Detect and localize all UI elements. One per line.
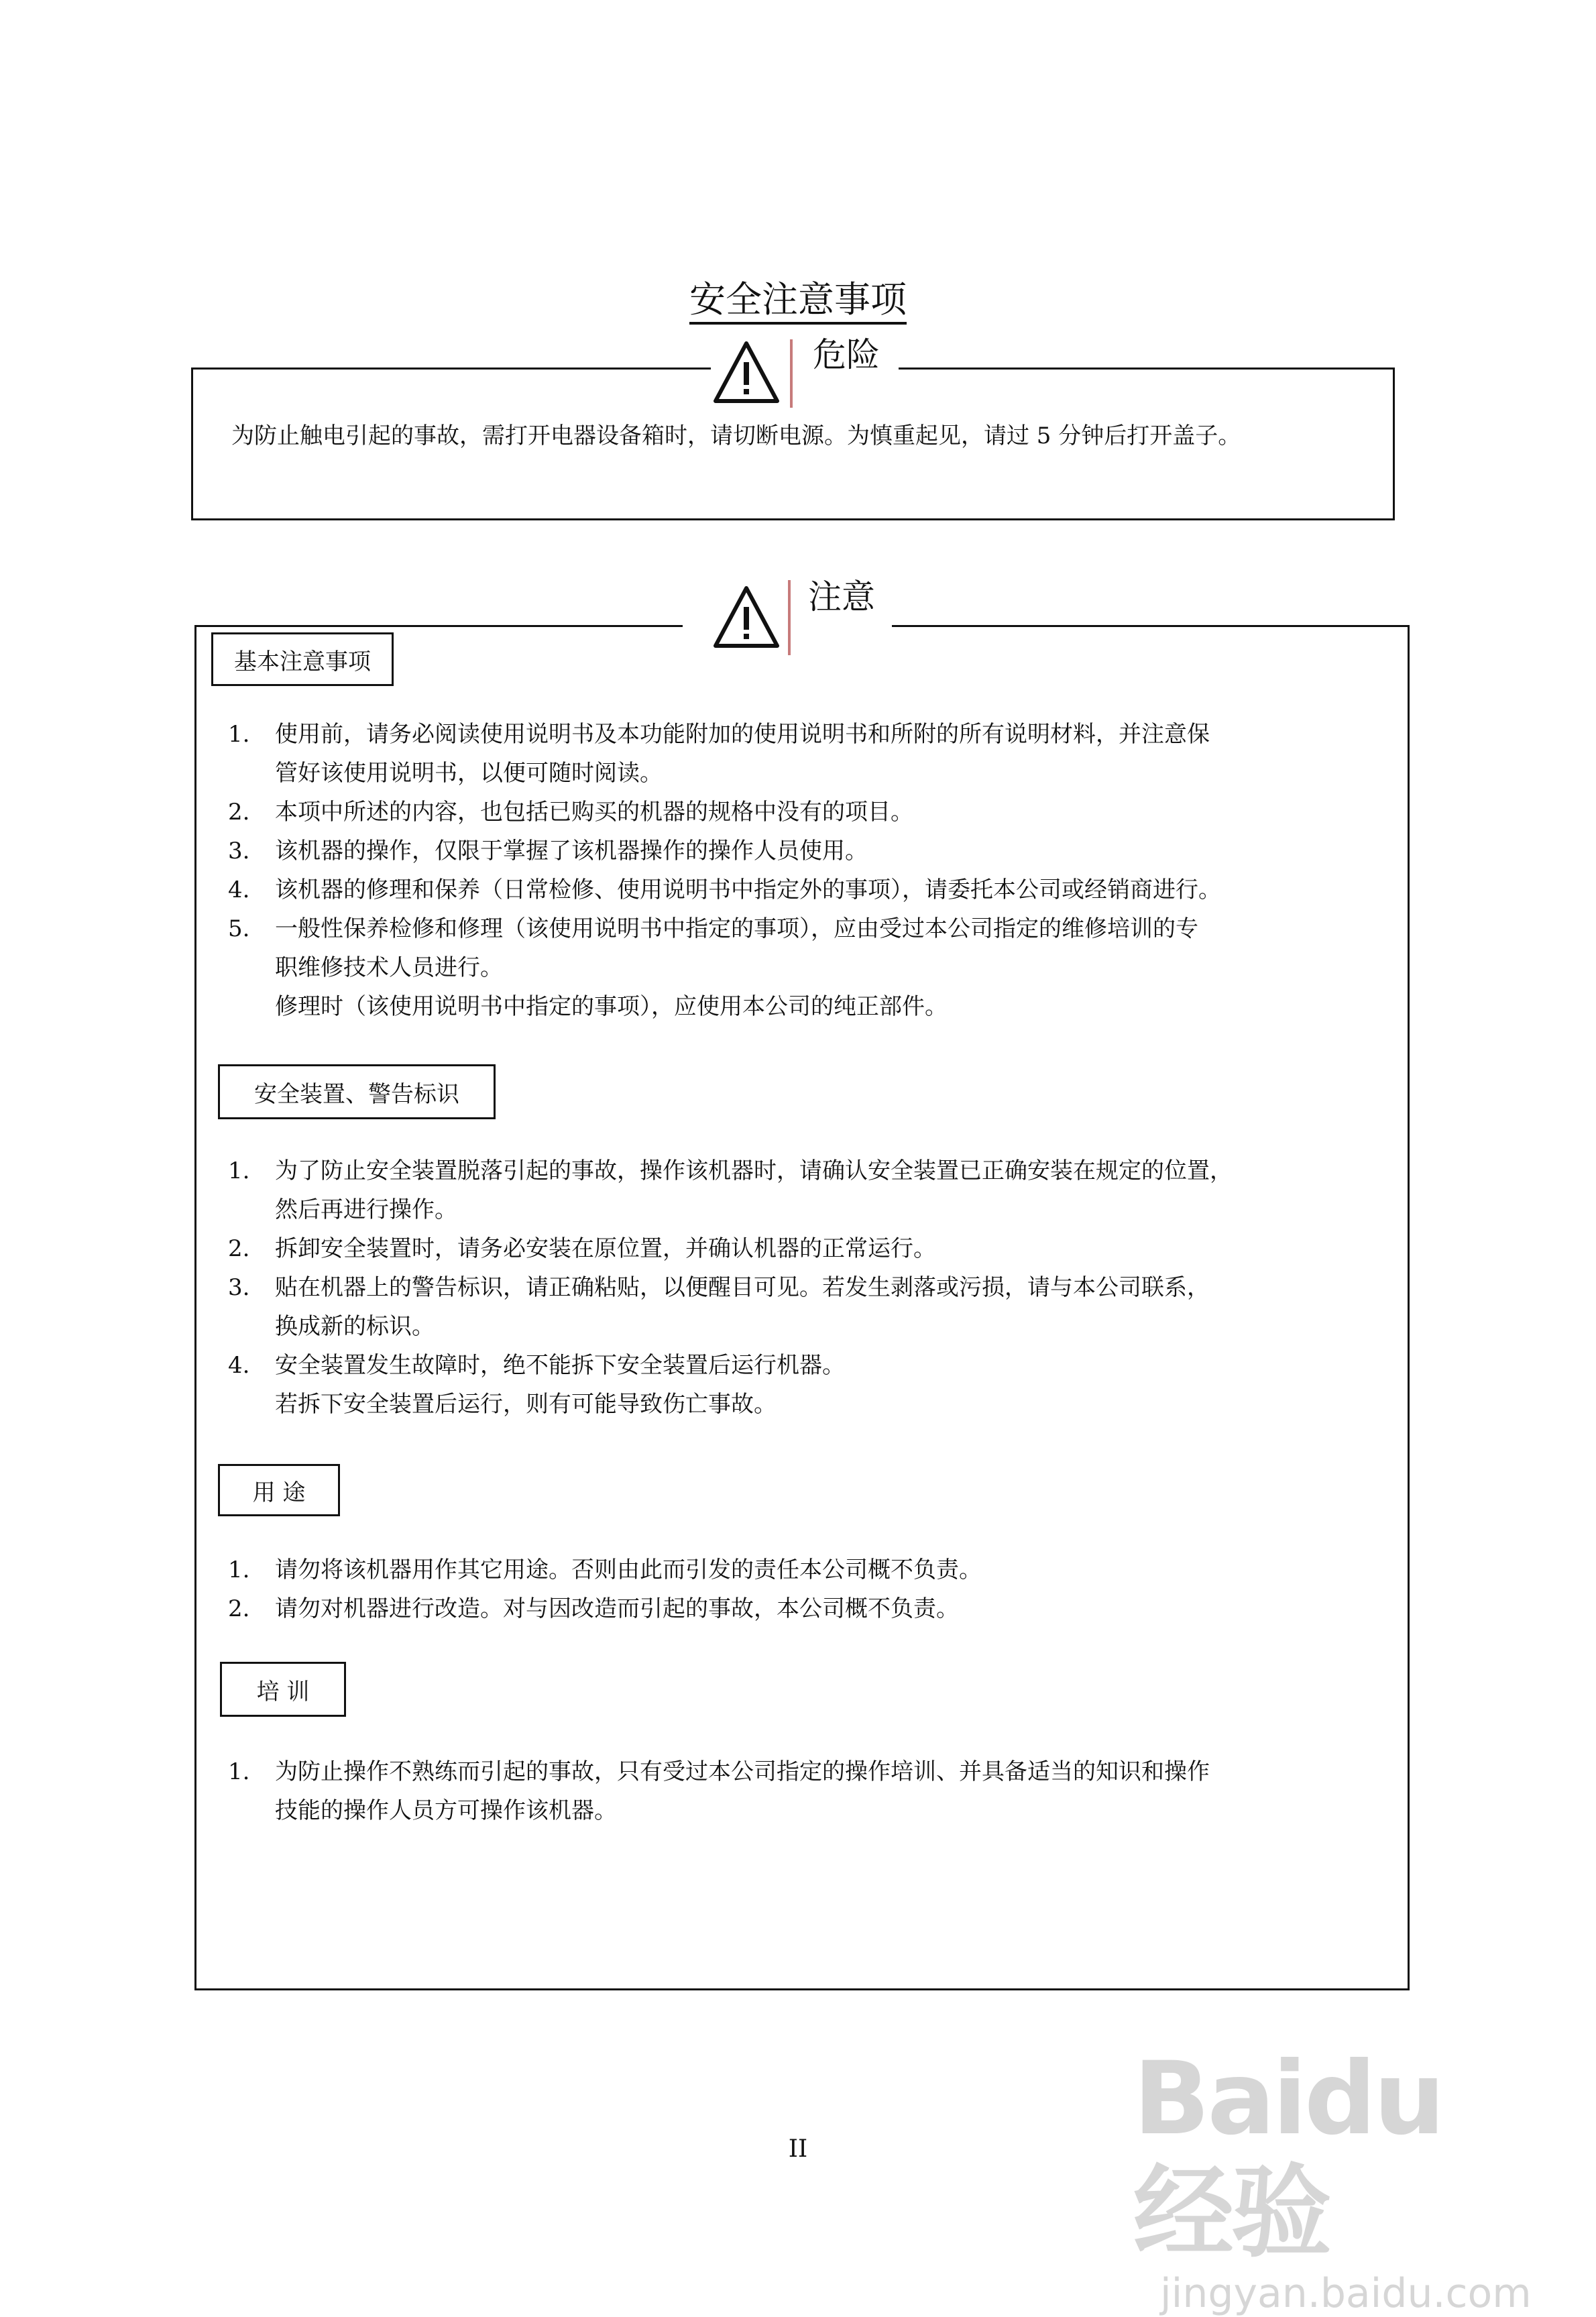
list-item: 1. 请勿将该机器用作其它用途。否则由此而引发的责任本公司概不负责。 bbox=[228, 1557, 982, 1583]
list-item: 1. 使用前，请务必阅读使用说明书及本功能附加的使用说明书和所附的所有说明材料，并注意保 管好该使用说明书，以便可随时阅读。 bbox=[228, 721, 1210, 787]
section-heading-basic: 基本注意事项 bbox=[211, 632, 394, 686]
page-title: 安全注意事项 bbox=[0, 276, 1596, 323]
list-item: 1. 为了防止安全装置脱落引起的事故，操作该机器时，请确认安全装置已正确安装在规定的位置， 然后再进行操作。 bbox=[228, 1157, 1233, 1223]
warning-triangle-icon bbox=[713, 585, 780, 650]
list-item: 3. 贴在机器上的警告标识，请正确粘贴，以便醒目可见。若发生剥落或污损，请与本公司联系， 换成新的标识。 bbox=[228, 1274, 1210, 1340]
list-item: 4. 安全装置发生故障时，绝不能拆下安全装置后运行机器。 若拆下安全装置后运行，则有可能导致伤亡事故。 bbox=[228, 1352, 845, 1418]
section-heading-safety: 安全装置、警告标识 bbox=[218, 1064, 496, 1119]
danger-divider bbox=[790, 339, 793, 408]
watermark-url: jingyan.baidu.com bbox=[1160, 2270, 1532, 2317]
list-item: 2. 本项中所述的内容，也包括已购买的机器的规格中没有的项目。 bbox=[228, 799, 913, 826]
section-heading-training: 培 训 bbox=[220, 1662, 346, 1717]
baidu-jingyan-watermark bbox=[1133, 2041, 1532, 2317]
list-item: 4. 该机器的修理和保养（日常检修、使用说明书中指定外的事项），请委托本公司或经销商进行。 bbox=[228, 877, 1221, 903]
basic-list bbox=[228, 715, 1388, 1026]
safety-list bbox=[228, 1151, 1388, 1424]
section-heading-usage: 用 途 bbox=[218, 1464, 340, 1516]
list-item: 2. 请勿对机器进行改造。对与因改造而引起的事故，本公司概不负责。 bbox=[228, 1595, 959, 1622]
danger-label: 危险 bbox=[813, 335, 880, 374]
usage-list bbox=[228, 1550, 1388, 1628]
training-list bbox=[228, 1752, 1388, 1830]
danger-text: 为防止触电引起的事故，需打开电器设备箱时，请切断电源。为慎重起见，请过 5 分钟后打开盖子。 bbox=[231, 422, 1241, 449]
list-item: 5. 一般性保养检修和修理（该使用说明书中指定的事项），应由受过本公司指定的维修培训的专 职维修技术人员进行。 修理时（该使用说明书中指定的事项），应使用本公司的纯正部件。 bbox=[228, 915, 1198, 1020]
list-item: 2. 拆卸安全装置时，请务必安装在原位置，并确认机器的正常运行。 bbox=[228, 1235, 936, 1262]
page-number: II bbox=[788, 2135, 808, 2163]
caution-label: 注意 bbox=[808, 577, 875, 616]
caution-divider bbox=[788, 580, 791, 655]
list-item: 3. 该机器的操作，仅限于掌握了该机器操作的操作人员使用。 bbox=[228, 838, 868, 864]
list-item: 1. 为防止操作不熟练而引起的事故，只有受过本公司指定的操作培训、并具备适当的知识和操作 技能的操作人员方可操作该机器。 bbox=[228, 1758, 1210, 1824]
warning-triangle-icon bbox=[713, 341, 780, 405]
watermark-logo: Baidu经验 bbox=[1133, 2041, 1443, 2271]
